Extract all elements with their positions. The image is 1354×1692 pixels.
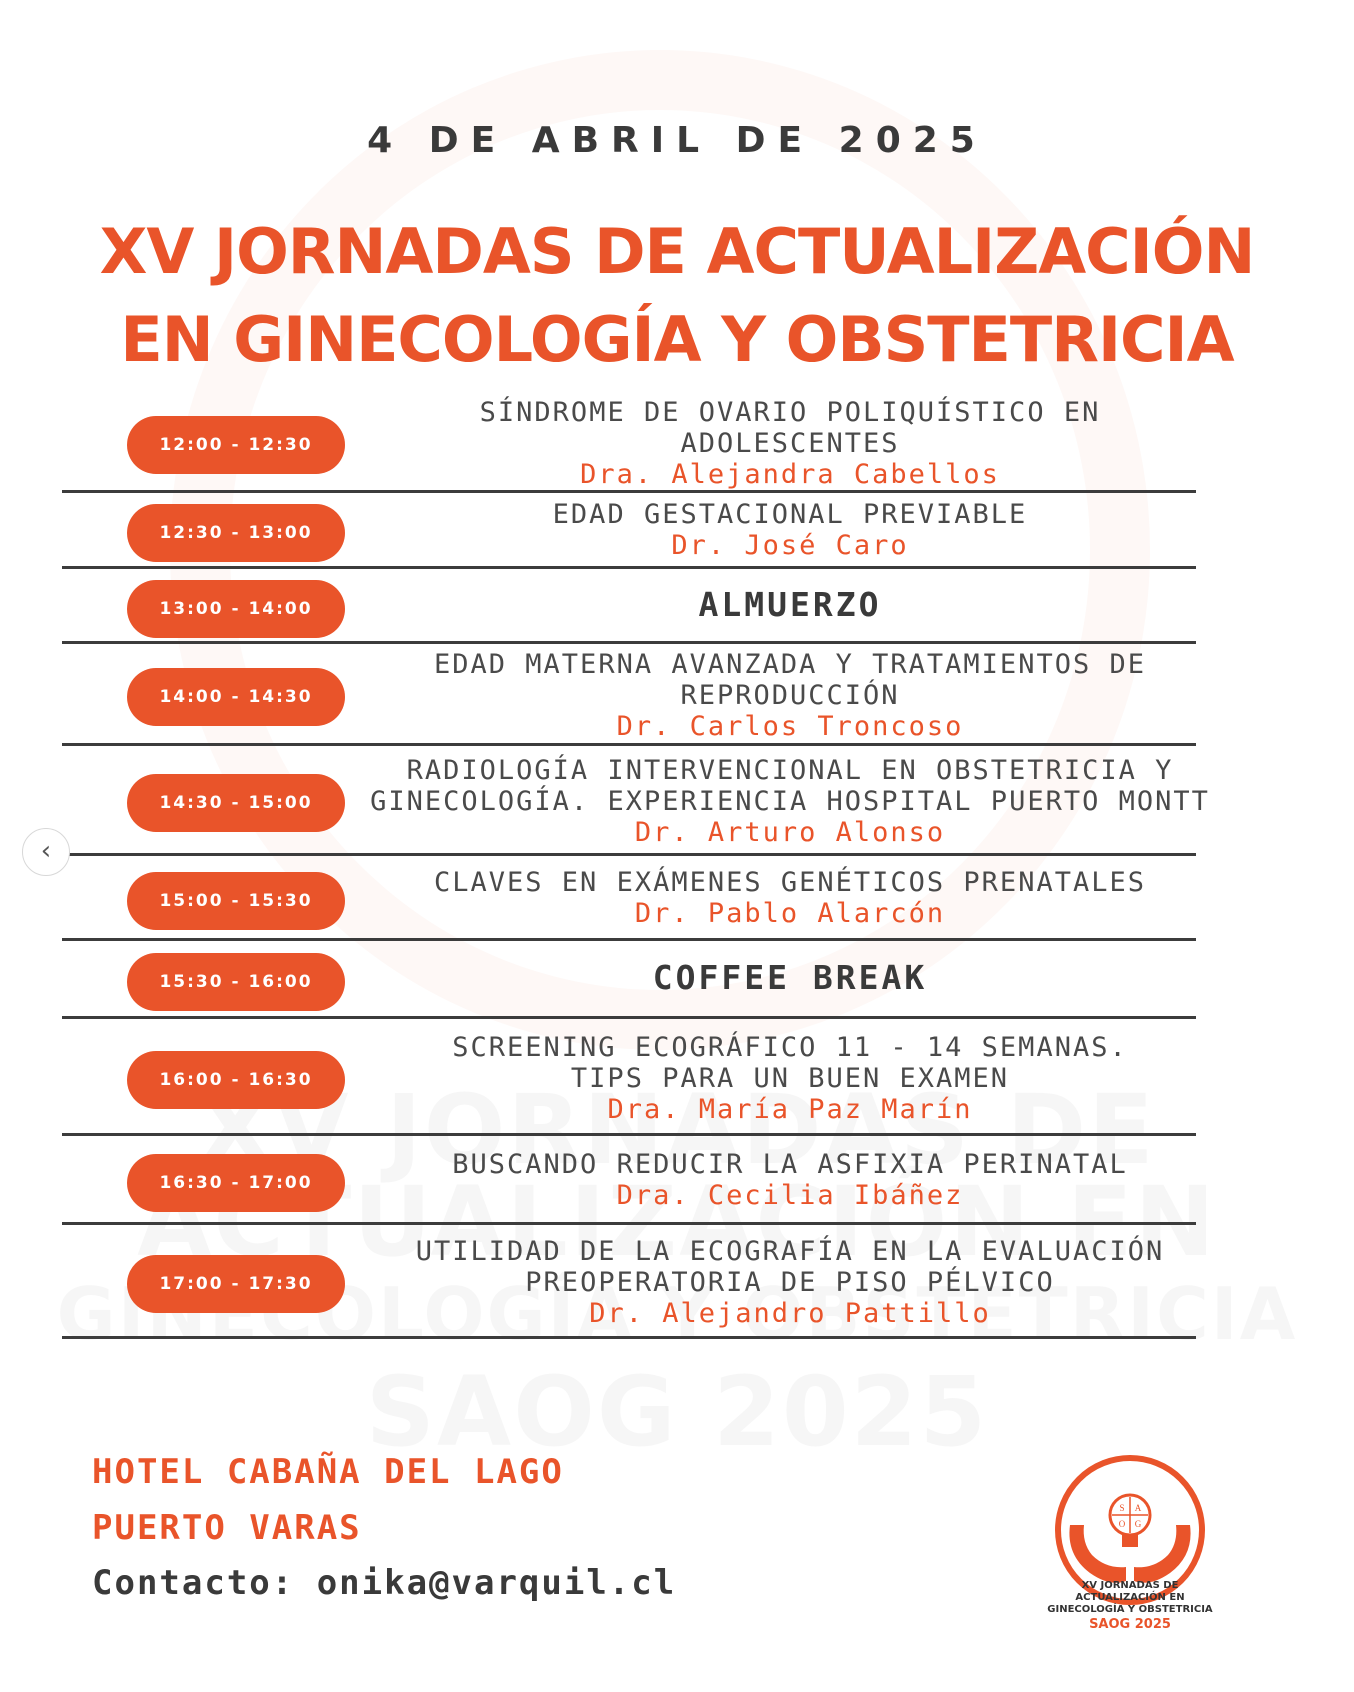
contact-email: Contacto: onika@varquil.cl (92, 1563, 677, 1603)
time-slot-pill: 14:30 - 15:00 (127, 774, 345, 832)
break-item (360, 958, 1220, 998)
logo-letter: S (1119, 1503, 1125, 1513)
logo-letter: G (1134, 1519, 1142, 1529)
talk-item (360, 1236, 1220, 1329)
talk-title-line: EDAD MATERNA AVANZADA Y TRATAMIENTOS DE (434, 649, 1146, 680)
talk-item (360, 397, 1220, 490)
talk-title-line: RADIOLOGÍA INTERVENCIONAL EN OBSTETRICIA Y (406, 755, 1174, 786)
talk-title-line: REPRODUCCIÓN (680, 680, 900, 711)
logo-caption-line: ACTUALIZACIÓN EN (1075, 1592, 1185, 1603)
row-divider (62, 853, 1196, 856)
break-label: COFFEE BREAK (652, 958, 928, 997)
row-divider (62, 566, 1196, 569)
row-divider (62, 743, 1196, 746)
saog-logo (1040, 1455, 1220, 1680)
talk-item (360, 1032, 1220, 1125)
time-slot-pill: 12:00 - 12:30 (127, 416, 345, 474)
talk-title-line: BUSCANDO REDUCIR LA ASFIXIA PERINATAL (452, 1148, 1128, 1180)
chevron-left-icon[interactable]: ‹ (22, 828, 70, 876)
talk-item (360, 867, 1220, 929)
talk-title-line: PREOPERATORIA DE PISO PÉLVICO (525, 1267, 1055, 1298)
row-divider (62, 1016, 1196, 1019)
speaker-name: Dra. María Paz Marín (607, 1093, 973, 1125)
talk-title-line: TIPS PARA UN BUEN EXAMEN (570, 1062, 1010, 1094)
row-divider (62, 1336, 1196, 1339)
row-divider (62, 641, 1196, 644)
talk-item (360, 649, 1220, 742)
time-slot-pill: 17:00 - 17:30 (127, 1255, 345, 1313)
logo-caption (1025, 1580, 1235, 1634)
row-divider (62, 1222, 1196, 1225)
logo-hand-right (1134, 1525, 1191, 1583)
row-divider (62, 1133, 1196, 1136)
logo-caption-sub: SAOG 2025 (1089, 1617, 1171, 1632)
logo-caption-line: XV JORNADAS DE (1081, 1580, 1179, 1591)
row-divider (62, 490, 1196, 493)
row-divider (62, 938, 1196, 941)
speaker-name: Dr. Alejandro Pattillo (589, 1298, 991, 1329)
speaker-name: Dr. Arturo Alonso (634, 817, 946, 848)
talk-title-line: GINECOLOGÍA. EXPERIENCIA HOSPITAL PUERTO MONTT (370, 786, 1210, 817)
speaker-name: Dr. Pablo Alarcón (634, 897, 946, 929)
speaker-name: Dra. Cecilia Ibáñez (616, 1179, 964, 1211)
time-slot-pill: 16:30 - 17:00 (127, 1154, 345, 1212)
time-slot-pill: 13:00 - 14:00 (127, 580, 345, 638)
event-title-line: XV JORNADAS DE ACTUALIZACIÓN (99, 215, 1255, 288)
talk-title-line: SCREENING ECOGRÁFICO 11 - 14 SEMANAS. (452, 1031, 1128, 1063)
talk-title-line: CLAVES EN EXÁMENES GENÉTICOS PRENATALES (434, 866, 1146, 898)
event-date: 4 DE ABRIL DE 2025 (367, 120, 987, 161)
time-slot-pill: 16:00 - 16:30 (127, 1051, 345, 1109)
talk-title-line: ADOLESCENTES (680, 428, 900, 459)
logo-hand-left (1069, 1525, 1126, 1583)
talk-title-line: SÍNDROME DE OVARIO POLIQUÍSTICO EN (479, 397, 1101, 428)
talk-item (360, 1149, 1220, 1211)
venue-city: PUERTO VARAS (92, 1508, 362, 1548)
speaker-name: Dra. Alejandra Cabellos (580, 459, 1000, 490)
venue-name: HOTEL CABAÑA DEL LAGO (92, 1452, 564, 1492)
talk-title-line: EDAD GESTACIONAL PREVIABLE (552, 499, 1028, 530)
talk-item (360, 499, 1220, 561)
talk-item (360, 755, 1220, 848)
event-title-line: EN GINECOLOGÍA Y OBSTETRICIA (120, 303, 1234, 376)
time-slot-pill: 14:00 - 14:30 (127, 668, 345, 726)
logo-letter: A (1134, 1503, 1142, 1513)
break-item (360, 585, 1220, 625)
time-slot-pill: 15:30 - 16:00 (127, 953, 345, 1011)
speaker-name: Dr. Carlos Troncoso (616, 711, 964, 742)
speaker-name: Dr. José Caro (671, 530, 909, 561)
logo-bulb-base (1122, 1535, 1138, 1547)
logo-caption-line: GINECOLOGÍA Y OBSTETRICIA (1047, 1604, 1213, 1615)
time-slot-pill: 15:00 - 15:30 (127, 872, 345, 930)
break-label: ALMUERZO (698, 584, 882, 624)
time-slot-pill: 12:30 - 13:00 (127, 504, 345, 562)
talk-title-line: UTILIDAD DE LA ECOGRAFÍA EN LA EVALUACIÓN (415, 1236, 1165, 1267)
logo-letter: O (1118, 1519, 1126, 1529)
